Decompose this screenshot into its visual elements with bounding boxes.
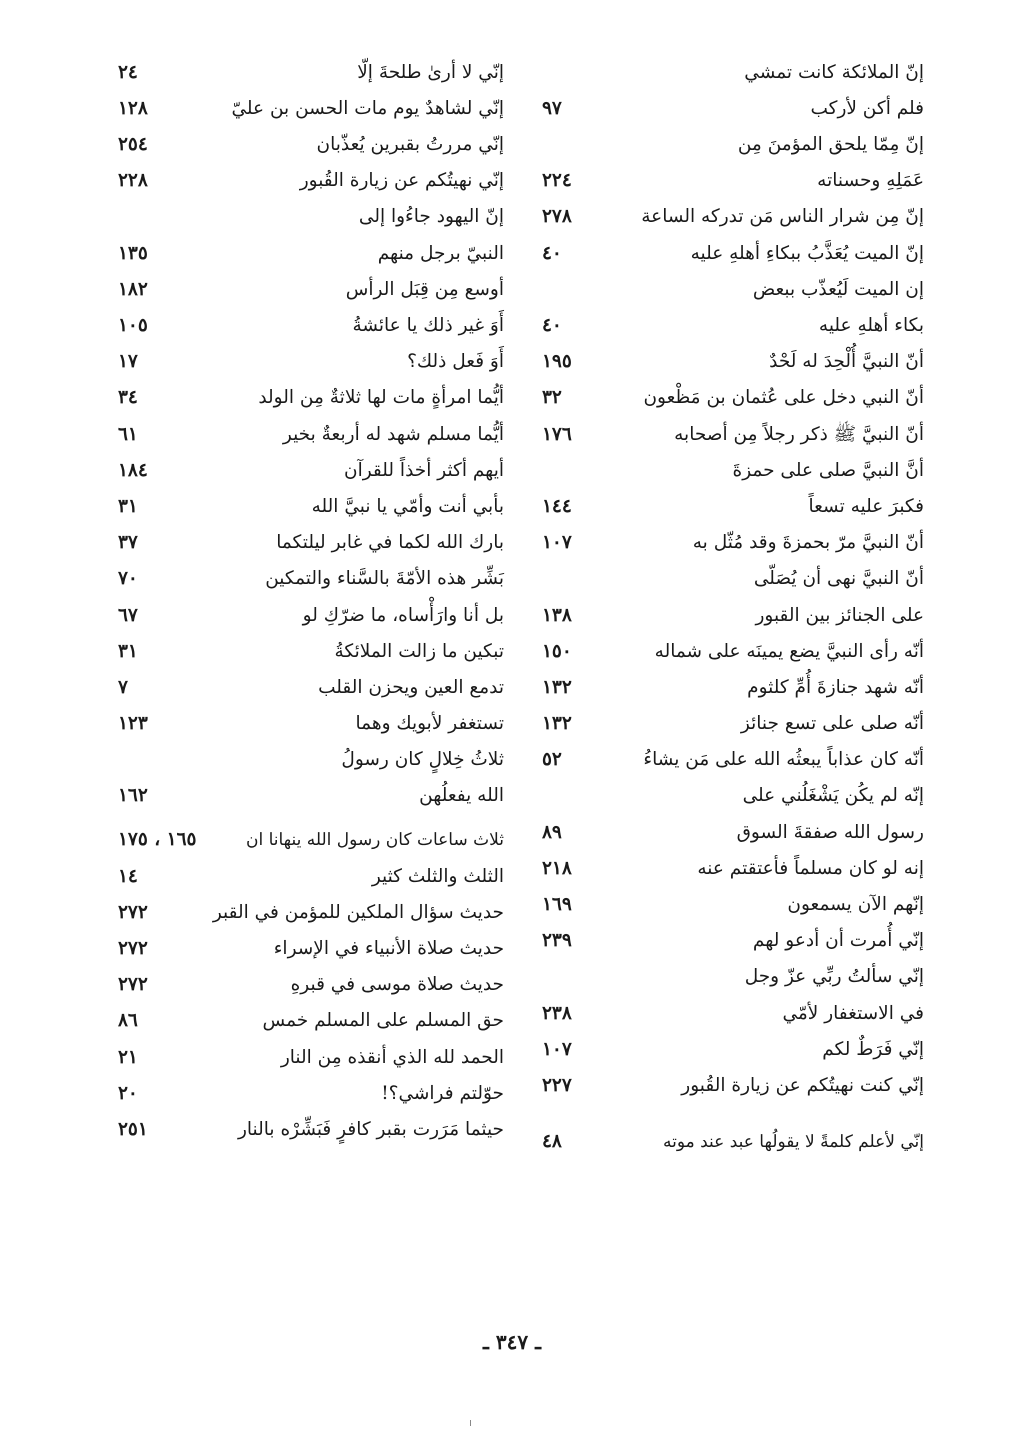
- entry-page: ٩٧: [542, 97, 562, 119]
- entry-text: إنّي أُمرت أن أدعو لهم: [752, 930, 924, 952]
- entry-page: ١٤: [118, 865, 138, 887]
- index-entry: [118, 231, 504, 267]
- entry-page: ٢٧٢: [118, 901, 148, 923]
- entry-page: ١٧٦: [542, 423, 572, 445]
- entry-page: ٣١: [118, 640, 138, 662]
- entry-page: ٢٠: [118, 1082, 138, 1104]
- entry-text: ثلاث ساعات كان رسول الله ينهانا ان: [245, 830, 504, 851]
- entry-text: تدمع العين ويحزن القلب: [318, 676, 504, 698]
- entry-page: ٢١٨: [542, 857, 572, 879]
- index-entry: [118, 890, 504, 926]
- index-entry: [542, 1099, 924, 1155]
- entry-page: ٢٥١: [118, 1118, 148, 1140]
- entry-page: ١٨٢: [118, 278, 148, 300]
- entry-page: ١٤٤: [542, 495, 572, 517]
- entry-page: ٦١: [118, 423, 138, 445]
- entry-page: ١٦٩: [542, 894, 572, 915]
- index-entry: [542, 774, 924, 810]
- index-entry: [118, 195, 504, 231]
- entry-page: ٦٧: [118, 604, 138, 626]
- entry-page: ٢٢٧: [542, 1074, 572, 1096]
- entry-page: ٤٨: [542, 1130, 562, 1152]
- entry-text: الحمد لله الذي أنقذه مِن النار: [280, 1046, 504, 1068]
- index-entry: [542, 520, 924, 556]
- entry-text: على الجنائز بين القبور: [755, 604, 924, 626]
- entry-text: بل أنا وارَأْساه، ما ضرّكِ لو: [302, 604, 504, 626]
- index-entry: [542, 557, 924, 593]
- index-entry: [118, 774, 504, 810]
- entry-page: ٨٩: [542, 821, 562, 843]
- entry-text: إنّي مررتُ بقبرين يُعذّبان: [316, 134, 504, 156]
- index-column-left: [118, 50, 504, 1143]
- entry-page: ١٦٢: [118, 785, 148, 807]
- entry-page: ٧٠: [118, 568, 138, 590]
- entry-text: تستغفر لأبويك وهما: [355, 713, 504, 735]
- index-entry: [118, 122, 504, 158]
- entry-page: ٢٣٩: [542, 930, 572, 952]
- index-entry: [542, 86, 924, 122]
- index-entry: [542, 303, 924, 339]
- entry-text: الثلث والثلث كثير: [371, 865, 504, 887]
- index-entry: [118, 810, 504, 854]
- entry-page: ١٠٧: [542, 532, 572, 554]
- index-entry: [542, 376, 924, 412]
- entry-text: حديث سؤال الملكين للمؤمن في القبر: [212, 901, 504, 923]
- entry-text: إنّ مِن شرار الناس مَن تدركه الساعة: [641, 206, 924, 228]
- entry-text: فكبرَ عليه تسعاً: [808, 495, 924, 517]
- entry-text: أنّه صلى على تسع جنائز: [740, 713, 924, 735]
- index-entry: [542, 1027, 924, 1063]
- index-entry: [118, 267, 504, 303]
- entry-page: ٢٧٢: [118, 938, 148, 959]
- index-entry: [542, 50, 924, 86]
- index-entry: [542, 267, 924, 303]
- entry-page: ١٣٢: [542, 676, 572, 698]
- entry-page: ٢١: [118, 1046, 138, 1068]
- entry-page: ٨٦: [118, 1010, 138, 1032]
- index-entry: [118, 376, 504, 412]
- index-entry: [118, 1107, 504, 1143]
- entry-text: أيُّما امرأةٍ مات لها ثلاثةٌ مِن الولد: [258, 387, 504, 409]
- entry-text: فلم أكن لأركب: [810, 97, 924, 119]
- index-entry: [542, 484, 924, 520]
- entry-text: النبيّ برجل منهم: [377, 242, 504, 264]
- entry-page: ٥٢: [542, 749, 562, 771]
- entry-text: أَوَ فَعل ذلك؟: [407, 351, 504, 373]
- index-entry: [118, 854, 504, 890]
- entry-page: ١٩٥: [542, 351, 572, 373]
- entry-page: ١٣٥: [118, 242, 148, 264]
- index-entry: [542, 882, 924, 918]
- index-entry: [542, 448, 924, 484]
- entry-text: أنَّ النبيَّ صلى على حمزةَ: [732, 459, 924, 481]
- entry-page: ٢٥٤: [118, 134, 148, 156]
- index-entry: [542, 159, 924, 195]
- index-entry: [542, 955, 924, 991]
- entry-text: إنّ الميت يُعَذَّبُ ببكاءِ أهلهِ عليه: [690, 242, 924, 264]
- entry-page: ١٠٧: [542, 1038, 572, 1060]
- entry-text: حوّلتم فراشي؟!: [381, 1082, 504, 1104]
- index-entry: [118, 701, 504, 737]
- entry-page: ٤٠: [542, 242, 562, 264]
- entry-text: أنّ النبيَّ نهى أن يُصَلّى: [753, 568, 924, 590]
- entry-text: إنه لو كان مسلماً فأعتقتم عنه: [697, 857, 924, 879]
- index-entry: [118, 557, 504, 593]
- index-entry: [542, 810, 924, 846]
- entry-text: أنّ النبيَّ مرّ بحمزةَ وقد مُثّل به: [692, 532, 924, 554]
- entry-text: بَشِّر هذه الأمّةَ بالسَّناء والتمكين: [265, 568, 504, 590]
- index-entry: [118, 86, 504, 122]
- entry-text: أنّه كان عذاباً يبعثُه الله على مَن يشاءُ: [643, 749, 924, 771]
- entry-text: أيهم أكثر أخذاً للقرآن: [344, 459, 504, 481]
- index-entry: [542, 593, 924, 629]
- index-entry: [542, 701, 924, 737]
- entry-text: في الاستغفار لأمّي: [782, 1002, 924, 1024]
- entry-page: ٧: [118, 676, 128, 698]
- entry-text: عَمَلِهِ وحسناته: [817, 170, 924, 192]
- index-column-right: [542, 50, 924, 1155]
- entry-text: إنّ مِمّا يلحق المؤمنَ مِن: [737, 134, 924, 156]
- entry-text: حق المسلم على المسلم خمس: [262, 1010, 504, 1032]
- entry-page: ٢٣٨: [542, 1002, 572, 1024]
- index-entry: [118, 593, 504, 629]
- entry-page: ١٠٥: [118, 315, 148, 336]
- entry-text: بكاء أهلهِ عليه: [818, 315, 924, 336]
- index-entry: [542, 195, 924, 231]
- entry-page: ٢٢٨: [118, 170, 148, 192]
- index-entry: [118, 738, 504, 774]
- entry-text: أنّ النبيَّ أُلْحِدَ له لَحْدٌ: [769, 351, 924, 373]
- entry-text: أَوَ غير ذلك يا عائشةُ: [352, 315, 504, 336]
- entry-text: إنّ الملائكة كانت تمشي: [744, 61, 924, 83]
- index-entry: [118, 484, 504, 520]
- entry-text: حديث صلاة الأنبياء في الإسراء: [273, 938, 504, 959]
- entry-page: ٢٤: [118, 61, 138, 83]
- entry-page: ٢٧٨: [542, 206, 572, 228]
- entry-text: أنّ النبيَّ ﷺ ذكر رجلاً مِن أصحابه: [674, 423, 924, 445]
- entry-page: ٣٤: [118, 387, 138, 409]
- index-entry: [118, 340, 504, 376]
- index-entry: [118, 629, 504, 665]
- entry-text: إنّي لشاهدٌ يوم مات الحسن بن عليّ: [231, 97, 504, 119]
- index-entry: [542, 231, 924, 267]
- entry-text: أنّه شهد جنازةَ أُمِّ كلثوم: [747, 676, 924, 698]
- index-entry: [542, 1063, 924, 1099]
- index-entry: [542, 919, 924, 955]
- entry-page: ١٧: [118, 351, 138, 373]
- entry-text: إنّه لم يكُن يَشْغَلُني على: [742, 785, 924, 807]
- entry-text: إنّهم الآن يسمعون: [787, 894, 924, 915]
- entry-page: ١٦٥ ، ١٧٥: [118, 829, 197, 851]
- index-entry: [542, 122, 924, 158]
- entry-page: ١٣٢: [542, 713, 572, 735]
- entry-text: إنّ اليهود جاءُوا إلى: [358, 206, 504, 228]
- index-entry: [118, 665, 504, 701]
- entry-text: أوسع مِن قِبَل الرأس: [345, 278, 504, 300]
- entry-page: ٣٢: [542, 387, 562, 409]
- entry-page: ٢٢٤: [542, 170, 572, 192]
- index-entry: [118, 448, 504, 484]
- entry-text: الله يفعلُهن: [419, 785, 504, 807]
- index-entry: [118, 1035, 504, 1071]
- entry-text: حيثما مَرَرت بقبر كافرٍ فَبَشِّرْه بالنار: [237, 1118, 504, 1140]
- entry-text: إنّي نهيتُكم عن زيارة القُبور: [299, 170, 504, 192]
- index-entry: [542, 846, 924, 882]
- entry-text: إن الميت لَيُعذّب ببعض: [752, 278, 924, 300]
- entry-page: ٢٧٢: [118, 974, 148, 996]
- entry-page: ٣١: [118, 495, 138, 517]
- index-entry: [542, 629, 924, 665]
- index-entry: [118, 412, 504, 448]
- index-entry: [118, 1071, 504, 1107]
- index-entry: [118, 159, 504, 195]
- index-entry: [118, 520, 504, 556]
- entry-text: إنّي لا أرىٰ طلحةَ إلّا: [357, 61, 504, 83]
- index-entry: [542, 738, 924, 774]
- entry-text: رسول الله صفقةَ السوق: [736, 821, 924, 843]
- index-entry: [542, 665, 924, 701]
- entry-page: ١٨٤: [118, 459, 148, 481]
- entry-page: ١٢٨: [118, 97, 148, 119]
- index-entry: [118, 303, 504, 339]
- index-entry: [542, 991, 924, 1027]
- entry-text: تبكين ما زالت الملائكةُ: [334, 640, 504, 662]
- index-entry: [118, 50, 504, 86]
- entry-text: ثلاثُ خِلالٍ كان رسولُ: [341, 749, 504, 771]
- entry-text: أيُّما مسلم شهد له أربعةٌ بخير: [282, 423, 504, 445]
- entry-text: حديث صلاة موسى في قبرهِ: [290, 974, 504, 996]
- index-entry: [542, 340, 924, 376]
- entry-text: إنّي فَرَطٌ لكم: [822, 1038, 924, 1060]
- entry-page: ٤٠: [542, 315, 562, 336]
- entry-page: ٣٧: [118, 532, 138, 554]
- index-entry: [118, 963, 504, 999]
- entry-page: ١٣٨: [542, 604, 572, 626]
- entry-text: أنّ النبي دخل على عُثمان بن مَظْعون: [643, 387, 924, 409]
- page-number: ـ ٣٤٧ ـ: [483, 1330, 541, 1354]
- index-entry: [118, 926, 504, 962]
- entry-page: ١٥٠: [542, 640, 572, 662]
- entry-page: ١٢٣: [118, 713, 148, 735]
- scan-mark: [470, 1420, 471, 1426]
- entry-text: بأبي أنت وأمّي يا نبيَّ الله: [311, 495, 504, 517]
- entry-text: أنّه رأى النبيَّ يضع يمينَه على شماله: [654, 640, 924, 662]
- entry-text: بارك الله لكما في غابر ليلتكما: [276, 532, 504, 554]
- entry-text: إنّي كنت نهيتُكم عن زيارة القُبور: [681, 1074, 924, 1096]
- entry-text: إنّي سألتُ ربِّي عزّ وجل: [744, 966, 924, 988]
- index-entry: [118, 999, 504, 1035]
- index-entry: [542, 412, 924, 448]
- entry-text: إنّي لأعلم كلمةً لا يقولُها عبد عند موته: [662, 1131, 924, 1152]
